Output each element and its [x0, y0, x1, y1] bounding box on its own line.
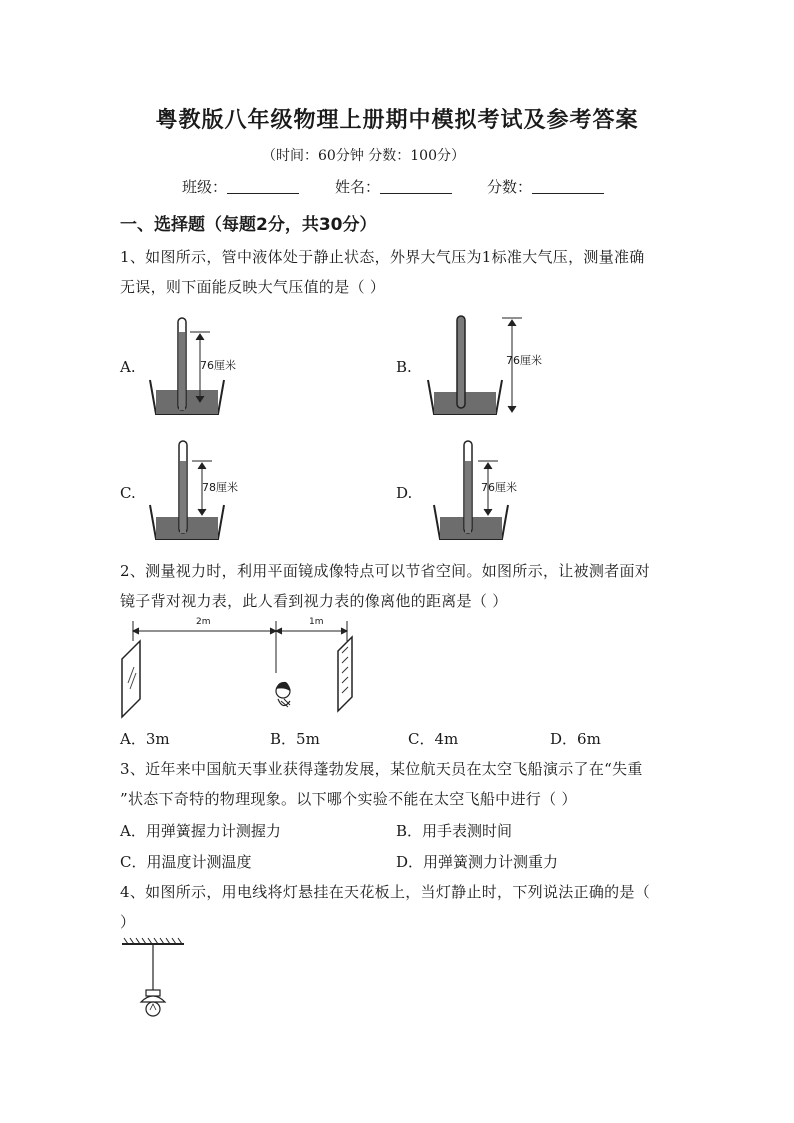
score-label: 分数： [487, 178, 533, 196]
class-blank [227, 179, 299, 194]
question-2-line-1: 2、测量视力时，利用平面镜成像特点可以节省空间。如图所示，让被测者面对 [120, 562, 651, 580]
q2-option-d: D．6m [550, 730, 601, 748]
class-label: 班级： [182, 178, 228, 196]
q2-option-a: A．3m [120, 730, 170, 748]
q1-option-b-label: B. [396, 358, 412, 376]
q4-hanging-lamp-diagram [120, 938, 190, 1022]
question-1-line-2: 无误，则下面能反映大气压值的是（ ） [120, 278, 386, 296]
page-title: 粤教版八年级物理上册期中模拟考试及参考答案 [155, 108, 639, 133]
q1-option-d-label: D. [396, 484, 413, 502]
q1-a-measure: 76厘米 [200, 359, 236, 372]
question-1-line-1: 1、如图所示，管中液体处于静止状态，外界大气压为1标准大气压，测量准确 [120, 248, 645, 266]
q3-option-b: B．用手表测时间 [396, 822, 513, 840]
name-field [335, 176, 452, 197]
score-field [487, 176, 604, 197]
question-2-text [120, 556, 680, 616]
q1-b-measure: 76厘米 [506, 354, 542, 367]
q3-option-c: C．用温度计测温度 [120, 853, 252, 871]
question-3-text [120, 754, 680, 814]
question-3-line-2: ”状态下奇特的物理现象。以下哪个实验不能在太空飞船中进行（ ） [120, 790, 577, 808]
q2-option-b: B．5m [270, 730, 320, 748]
q1-d-measure: 76厘米 [481, 481, 517, 494]
q2-option-c: C．4m [408, 730, 459, 748]
question-2-line-2: 镜子背对视力表，此人看到视力表的像离他的距离是（ ） [120, 592, 508, 610]
question-3-line-1: 3、近年来中国航天事业获得蓬勃发展，某位航天员在太空飞船演示了在“失重 [120, 760, 643, 778]
question-4-text [120, 877, 680, 937]
q2-eye-test-diagram [118, 617, 368, 721]
exam-subtitle: （时间：60分钟 分数：100分） [262, 148, 465, 164]
class-field [182, 176, 299, 197]
q1-option-c-label: C. [120, 484, 136, 502]
q3-option-a: A．用弹簧握力计测握力 [120, 822, 281, 840]
q3-option-d: D．用弹簧测力计测重力 [396, 853, 559, 871]
score-blank [532, 179, 604, 194]
q1-c-measure: 78厘米 [202, 481, 238, 494]
section-heading: 一、选择题（每题2分，共30分） [120, 215, 377, 235]
question-1-text [120, 242, 680, 302]
name-blank [380, 179, 452, 194]
name-label: 姓名： [335, 178, 381, 196]
q2-dist-left: 2m [196, 617, 211, 627]
q1-option-a-label: A. [120, 358, 136, 376]
question-4-line-2: ） [120, 913, 136, 931]
q2-dist-right: 1m [309, 617, 324, 627]
question-4-line-1: 4、如图所示，用电线将灯悬挂在天花板上，当灯静止时，下列说法正确的是（ [120, 883, 651, 901]
